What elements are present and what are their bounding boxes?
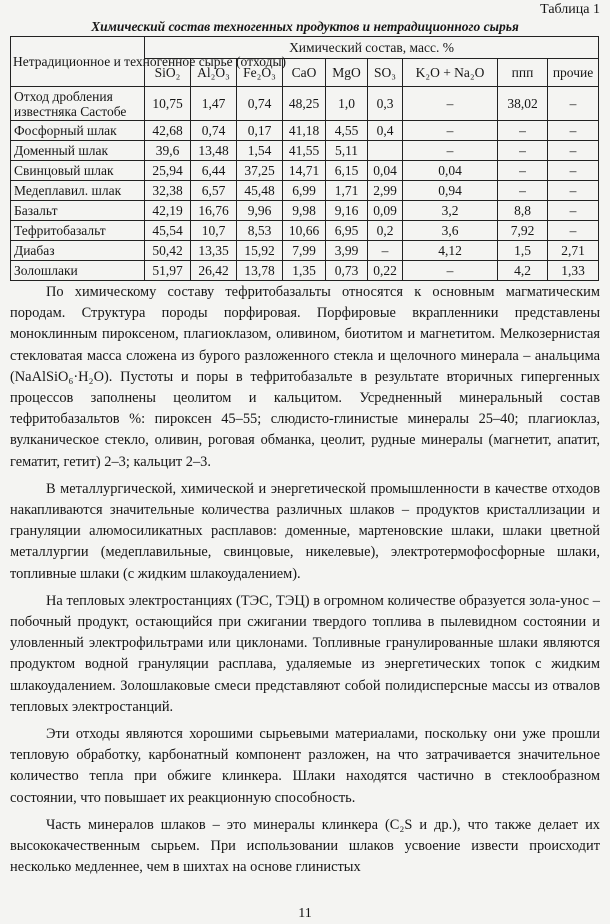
- row-name-cell: Свинцовый шлак: [11, 161, 145, 181]
- table-cell: –: [548, 121, 599, 141]
- table-row: [11, 161, 599, 181]
- table-cell: 37,25: [237, 161, 283, 181]
- table-cell: 1,0: [326, 87, 368, 121]
- table-cell: 0,17: [237, 121, 283, 141]
- table-cell: 14,71: [283, 161, 326, 181]
- table-cell: 0,04: [368, 161, 403, 181]
- table-cell: 48,25: [283, 87, 326, 121]
- table-cell: 1,5: [498, 241, 548, 261]
- table-cell: 4,12: [403, 241, 498, 261]
- table-cell: 16,76: [191, 201, 237, 221]
- row-name-cell: Медеплавил. шлак: [11, 181, 145, 201]
- table-row: [11, 201, 599, 221]
- table-cell: –: [403, 141, 498, 161]
- table-cell: –: [403, 87, 498, 121]
- paragraph: По химическому составу тефритобазальты относятся к основным магматическим породам. Структура породы порфировая. Порфировые вкрапленники представлены моноклинным пироксеном, плагиоклазом, оливином, биотитом и магнетитом. Мелкозернистая стекловатая масса сложена из бурого разложенного стекла и щелочного минерала – анальцима (NaAlSiO₆·H₂O). Пустоты и поры в тефритобазальте в результате вторичных гипергенных процессов заполнены цеолитом и кальцитом. Усредненный минеральный состав тефритобазальтов %: пироксен 45–55; слюдисто-глинистые минералы 25–40; плагиоклаз, вулканическое стекло, оливин, роговая обманка, цеолит, рудные минералы (магнетит, апатит, гематит, гетит) 2–3; кальцит 2–3.: [10, 284, 600, 470]
- table-cell: 10,7: [191, 221, 237, 241]
- table-cell: 5,11: [326, 141, 368, 161]
- table-cell: 26,42: [191, 261, 237, 281]
- group-header: Химический состав, масс. %: [145, 37, 599, 59]
- table-cell: 1,33: [548, 261, 599, 281]
- table-cell: 9,16: [326, 201, 368, 221]
- table-cell: 7,92: [498, 221, 548, 241]
- table-cell: 6,15: [326, 161, 368, 181]
- table-cell: 45,48: [237, 181, 283, 201]
- table-row: [11, 141, 599, 161]
- table-cell: 2,99: [368, 181, 403, 201]
- table-cell: 3,2: [403, 201, 498, 221]
- row-name-cell: Фосфорный шлак: [11, 121, 145, 141]
- table-cell: 13,48: [191, 141, 237, 161]
- body-text: [10, 282, 600, 884]
- table-cell: 6,99: [283, 181, 326, 201]
- table-cell: 50,42: [145, 241, 191, 261]
- column-header: Al₂O₃: [191, 59, 237, 87]
- corner-header: Нетрадиционное и техногенное сырье (отходы): [11, 37, 145, 87]
- table-cell: –: [403, 261, 498, 281]
- table-cell: 9,98: [283, 201, 326, 221]
- paragraph: На тепловых электростанциях (ТЭС, ТЭЦ) в огромном количестве образуется зола-унос – побочный продукт, остающийся при сжигании твердого топлива в пылевидном состоянии и уловленный электрофильтрами или циклонами. Топливные гранулированные шлаки являются продуктом водной грануляции расплава, удаляемые из энергетических топок с жидким шлакоудалением. Золошлаковые смеси представляют собой полидисперсные массы из отвалов тепловых электростанций.: [10, 592, 600, 715]
- column-header: Fe₂O₃: [237, 59, 283, 87]
- table-cell: 0,04: [403, 161, 498, 181]
- table-cell: 3,99: [326, 241, 368, 261]
- table-cell: 0,4: [368, 121, 403, 141]
- row-name-cell: Диабаз: [11, 241, 145, 261]
- table-cell: 9,96: [237, 201, 283, 221]
- table-cell: –: [548, 87, 599, 121]
- table-cell: 42,68: [145, 121, 191, 141]
- table-cell: 3,6: [403, 221, 498, 241]
- row-name-cell: Тефритобазальт: [11, 221, 145, 241]
- column-header: K₂O + Na₂O: [403, 59, 498, 87]
- table-cell: 0,74: [191, 121, 237, 141]
- table-cell: 0,09: [368, 201, 403, 221]
- table-cell: 1,54: [237, 141, 283, 161]
- table-cell: 41,18: [283, 121, 326, 141]
- paragraph: Часть минералов шлаков – это минералы клинкера (C₂S и др.), что также делает их высококачественным сырьем. При использовании шлаков усвоение извести происходит несколько медленнее, чем в шихтах на основе глинистых: [10, 816, 600, 876]
- table-cell: 45,54: [145, 221, 191, 241]
- table-cell: 32,38: [145, 181, 191, 201]
- column-header: SiO₂: [145, 59, 191, 87]
- table-cell: 8,53: [237, 221, 283, 241]
- table-row: [11, 121, 599, 141]
- row-name-cell: Золошлаки: [11, 261, 145, 281]
- table-caption: Химический состав техногенных продуктов и нетрадиционного сырья: [91, 19, 519, 34]
- table-cell: 0,22: [368, 261, 403, 281]
- table-cell: 39,6: [145, 141, 191, 161]
- table-cell: 6,95: [326, 221, 368, 241]
- table-cell: 10,66: [283, 221, 326, 241]
- table-label: Таблица 1: [540, 2, 600, 17]
- table-cell: 51,97: [145, 261, 191, 281]
- row-name-cell: Базальт: [11, 201, 145, 221]
- table-cell: 41,55: [283, 141, 326, 161]
- table-cell: 42,19: [145, 201, 191, 221]
- table-cell: –: [548, 161, 599, 181]
- table-cell: 0,94: [403, 181, 498, 201]
- paragraph: Эти отходы являются хорошими сырьевыми материалами, поскольку они уже прошли тепловую обработку, карбонатный компонент разложен, на что затрачивается значительное количество тепла при обжиге клинкера. Шлаки находятся частично в стеклообразном состоянии, что повышает их реакционную способность.: [10, 726, 600, 806]
- page-number: 11: [298, 906, 312, 921]
- table-cell: –: [498, 181, 548, 201]
- row-name-cell: Отход дробления известняка Састобе: [11, 87, 145, 121]
- table-row: [11, 221, 599, 241]
- table-cell: –: [498, 121, 548, 141]
- column-header: ппп: [498, 59, 548, 87]
- column-header: SO₃: [368, 59, 403, 87]
- row-name-cell: Доменный шлак: [11, 141, 145, 161]
- chemical-composition-table: [10, 36, 599, 281]
- table-cell: 7,99: [283, 241, 326, 261]
- table-cell: –: [548, 141, 599, 161]
- table-cell: –: [368, 241, 403, 261]
- table-cell: –: [548, 221, 599, 241]
- table-cell: 0,2: [368, 221, 403, 241]
- table-row: [11, 241, 599, 261]
- table-cell: 2,71: [548, 241, 599, 261]
- table-row: [11, 181, 599, 201]
- column-header: прочие: [548, 59, 599, 87]
- table-cell: 13,78: [237, 261, 283, 281]
- paragraph: В металлургической, химической и энергетической промышленности в качестве отходов накапливаются значительные количества различных шлаков – продуктов кристаллизации и грануляции алюмосиликатных расплавов: доменные, мартеновские шлаки, шлаки цветной металлургии (медеплавильные, свинцовые, никелевые), электротермофосфорные шлаки, топливные шлаки (с жидким шлакоудалением).: [10, 480, 600, 582]
- table-cell: 1,47: [191, 87, 237, 121]
- column-header: MgO: [326, 59, 368, 87]
- table-cell: –: [548, 181, 599, 201]
- table-cell: 6,44: [191, 161, 237, 181]
- table-cell: 13,35: [191, 241, 237, 261]
- table-cell: 15,92: [237, 241, 283, 261]
- table-cell: –: [403, 121, 498, 141]
- table-cell: [368, 141, 403, 161]
- table-cell: 0,73: [326, 261, 368, 281]
- table-cell: 0,3: [368, 87, 403, 121]
- table-cell: –: [498, 141, 548, 161]
- table-cell: 6,57: [191, 181, 237, 201]
- table-cell: 8,8: [498, 201, 548, 221]
- table-cell: 4,55: [326, 121, 368, 141]
- table-cell: 4,2: [498, 261, 548, 281]
- table-cell: 0,74: [237, 87, 283, 121]
- table-cell: –: [548, 201, 599, 221]
- table-row: [11, 87, 599, 121]
- table-cell: –: [498, 161, 548, 181]
- table-row: [11, 261, 599, 281]
- column-header: CaO: [283, 59, 326, 87]
- table-cell: 1,71: [326, 181, 368, 201]
- table-cell: 25,94: [145, 161, 191, 181]
- table-cell: 10,75: [145, 87, 191, 121]
- table-cell: 1,35: [283, 261, 326, 281]
- table-cell: 38,02: [498, 87, 548, 121]
